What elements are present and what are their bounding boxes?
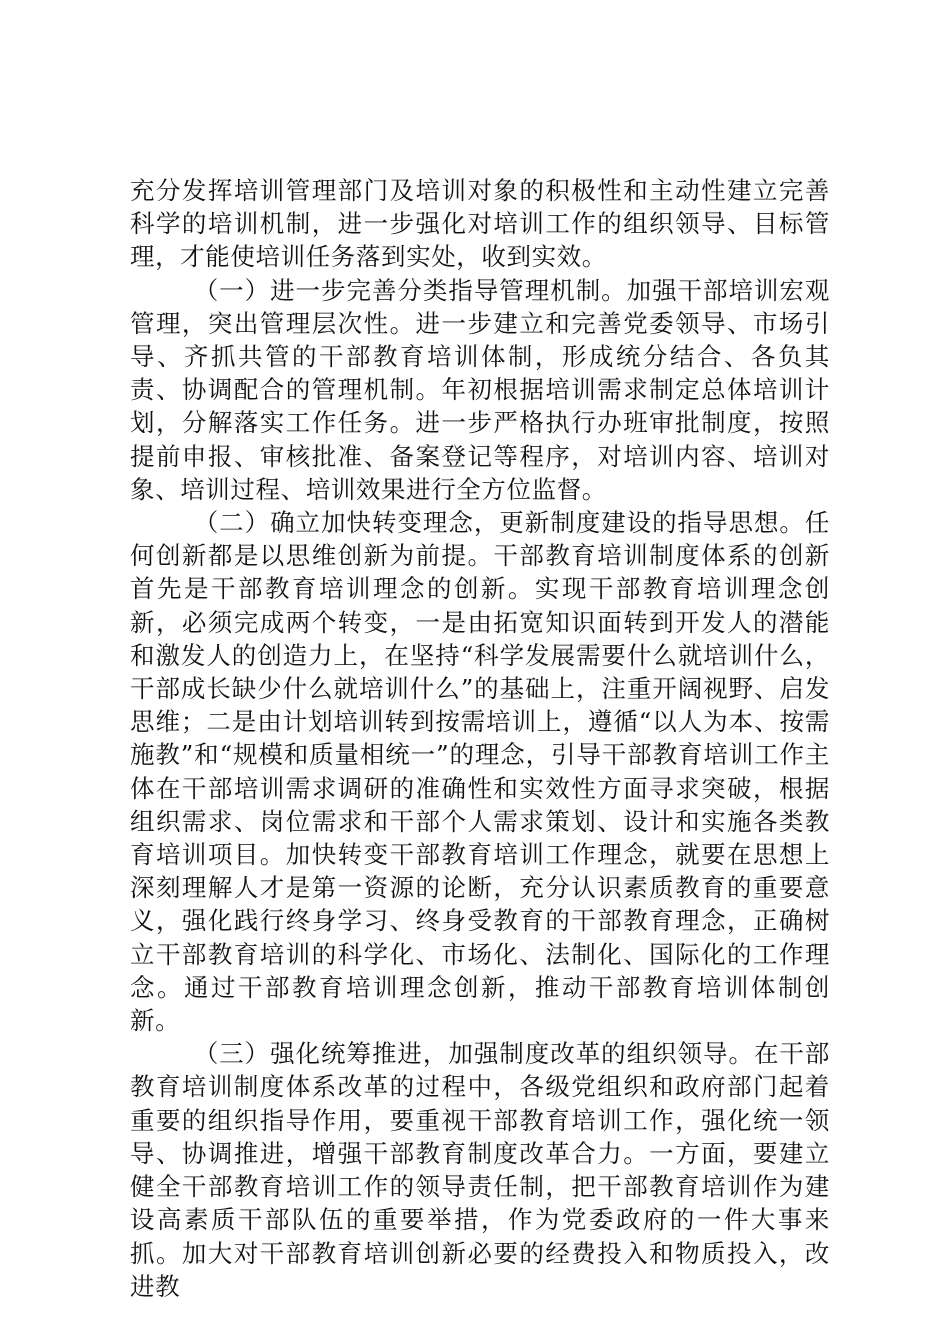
- paragraph-section-2: （二）确立加快转变理念，更新制度建设的指导思想。任何创新都是以思维创新为前提。干部教育培训制度体系的创新首先是干部教育培训理念的创新。实现干部教育培训理念创新，必须完成两个转变，一是由拓宽知识面转到开发人的潜能和激发人的创造力上，在坚持“科学发展需要什么就培训什么，干部成长缺少什么就培训什么”的基础上，注重开阔视野、启发思维；二是由计划培训转到按需培训上，遵循“以人为本、按需施教”和“规模和质量相统一”的理念，引导干部教育培训工作主体在干部培训需求调研的准确性和实效性方面寻求突破，根据组织需求、岗位需求和干部个人需求策划、设计和实施各类教育培训项目。加快转变干部教育培训工作理念，就要在思想上深刻理解人才是第一资源的论断，充分认识素质教育的重要意义，强化践行终身学习、终身受教育的干部教育理念，正确树立干部教育培训的科学化、市场化、法制化、国际化的工作理念。通过干部教育培训理念创新，推动干部教育培训体制创新。: [130, 508, 830, 1036]
- document-body: [130, 174, 830, 1303]
- paragraph-intro: 充分发挥培训管理部门及培训对象的积极性和主动性建立完善科学的培训机制，进一步强化对培训工作的组织领导、目标管理，才能使培训任务落到实处，收到实效。: [130, 176, 830, 272]
- paragraph-section-3: （三）强化统筹推进，加强制度改革的组织领导。在干部教育培训制度体系改革的过程中，各级党组织和政府部门起着重要的组织指导作用，要重视干部教育培训工作，强化统一领导、协调推进，增强干部教育制度改革合力。一方面，要建立健全干部教育培训工作的领导责任制，把干部教育培训作为建设高素质干部队伍的重要举措，作为党委政府的一件大事来抓。加大对干部教育培训创新必要的经费投入和物质投入，改进教: [130, 1039, 830, 1301]
- paragraph-section-1: （一）进一步完善分类指导管理机制。加强干部培训宏观管理，突出管理层次性。进一步建立和完善党委领导、市场引导、齐抓共管的干部教育培训体制，形成统分结合、各负其责、协调配合的管理机制。年初根据培训需求制定总体培训计划，分解落实工作任务。进一步严格执行办班审批制度，按照提前申报、审核批准、备案登记等程序，对培训内容、培训对象、培训过程、培训效果进行全方位监督。: [130, 275, 830, 504]
